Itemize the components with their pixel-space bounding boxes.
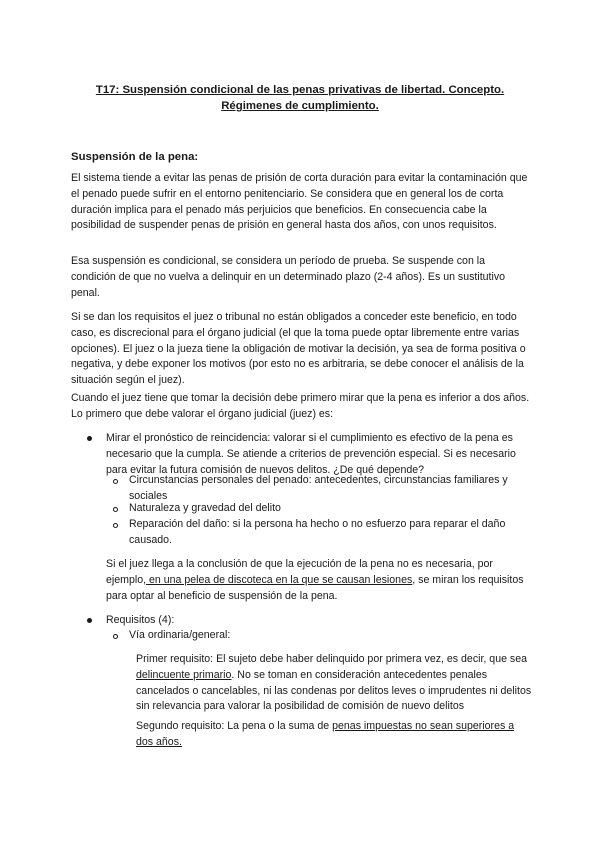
section-heading: Suspensión de la pena: [71,151,199,163]
paragraph-3: Si se dan los requisitos el juez o tribunal no están obligados a conceder este beneficio, en todo caso, es discrecional para el órgano judicial (el que la toma puede optar libremente entre varias opciones). El juez o la jueza tiene la obligación de motivar la decisión, ya sea de forma positiva o negativa, y debe exponer los motivos (por esto no es arbitraria, se debe conocer el análisis de la situación según el juez). [71,311,526,387]
note-underlined-example: en una pelea de discoteca en la que se causan lesiones [146,573,413,586]
circle-bullet-icon [113,523,118,528]
sub-item-circunstancias: Circunstancias personales del penado: antecedentes, circunstancias familiares y sociales [129,474,508,502]
sub-item-via-ordinaria: Vía ordinaria/general: [129,629,231,641]
note-paragraph [106,557,532,604]
req1-underlined: delincuente primario [136,668,232,681]
note-text-before: Si el juez llega a la conclusión de que la ejecución de la pena no es necesaria, por ejemplo, [106,558,493,586]
bullet-item-reincidencia: Mirar el pronóstico de reincidencia: valorar si el cumplimiento es efectivo de la pena es necesario que la cumpla. Se atiende a criterios de prevención especial. Si es necesario para evitar la futura comisión de nuevos delitos. ¿De qué depende? [106,432,516,476]
document-title: T17: Suspensión condicional de las penas privativas de libertad. Concepto. Régimenes de cumplimiento. [95,84,505,112]
sub-item-naturaleza: Naturaleza y gravedad del delito [129,502,281,514]
req2-text-before: Segundo requisito: La pena o la suma de [136,720,333,732]
paragraph-2: Esa suspensión es condicional, se considera un período de prueba. Se suspende con la condición de que no vuelva a delinquir en un determinado plazo (2-4 años). Es un sustitutivo penal. [71,255,506,299]
sub-item-reparacion: Reparación del daño: si la persona ha hecho o no esfuerzo para reparar el daño causado. [129,518,506,546]
requirement-1 [136,652,532,715]
req2-underlined: penas impuestas no sean superiores a dos años. [136,720,515,748]
note-text-after: , se miran los requisitos para optar al beneficio de suspensión de la pena. [106,573,524,602]
circle-bullet-icon [113,507,118,512]
requirement-2 [136,719,532,751]
paragraph-1: El sistema tiende a evitar las penas de prisión de corta duración para evitar la contaminación que el penado puede sufrir en el entorno penitenciario. Se considera que en general los de corta duración implica para el penado más perjuicios que beneficios. En consecuencia cabe la posibilidad de suspender penas de prisión en general hasta dos años, con unos requisitos. [71,172,528,232]
bullet-dot-icon [87,618,92,623]
bullet-item-requisitos: Requisitos (4): [106,614,175,626]
circle-bullet-icon [113,479,118,484]
req1-text-before: Primer requisito: El sujeto debe haber delinquido por primera vez, es decir, que sea [136,653,528,665]
req1-text-after: . No se toman en consideración antecedentes penales cancelados o cancelables, ni las condenas por delitos leves o imprudentes ni delitos sin relevancia para valorar la posibilidad de comisión de nuevo delitos [136,668,532,713]
paragraph-4: Cuando el juez tiene que tomar la decisión debe primero mirar que la pena es inferior a dos años. Lo primero que debe valorar el órgano judicial (juez) es: [71,392,530,420]
bullet-dot-icon [87,436,92,441]
circle-bullet-icon [113,634,118,639]
